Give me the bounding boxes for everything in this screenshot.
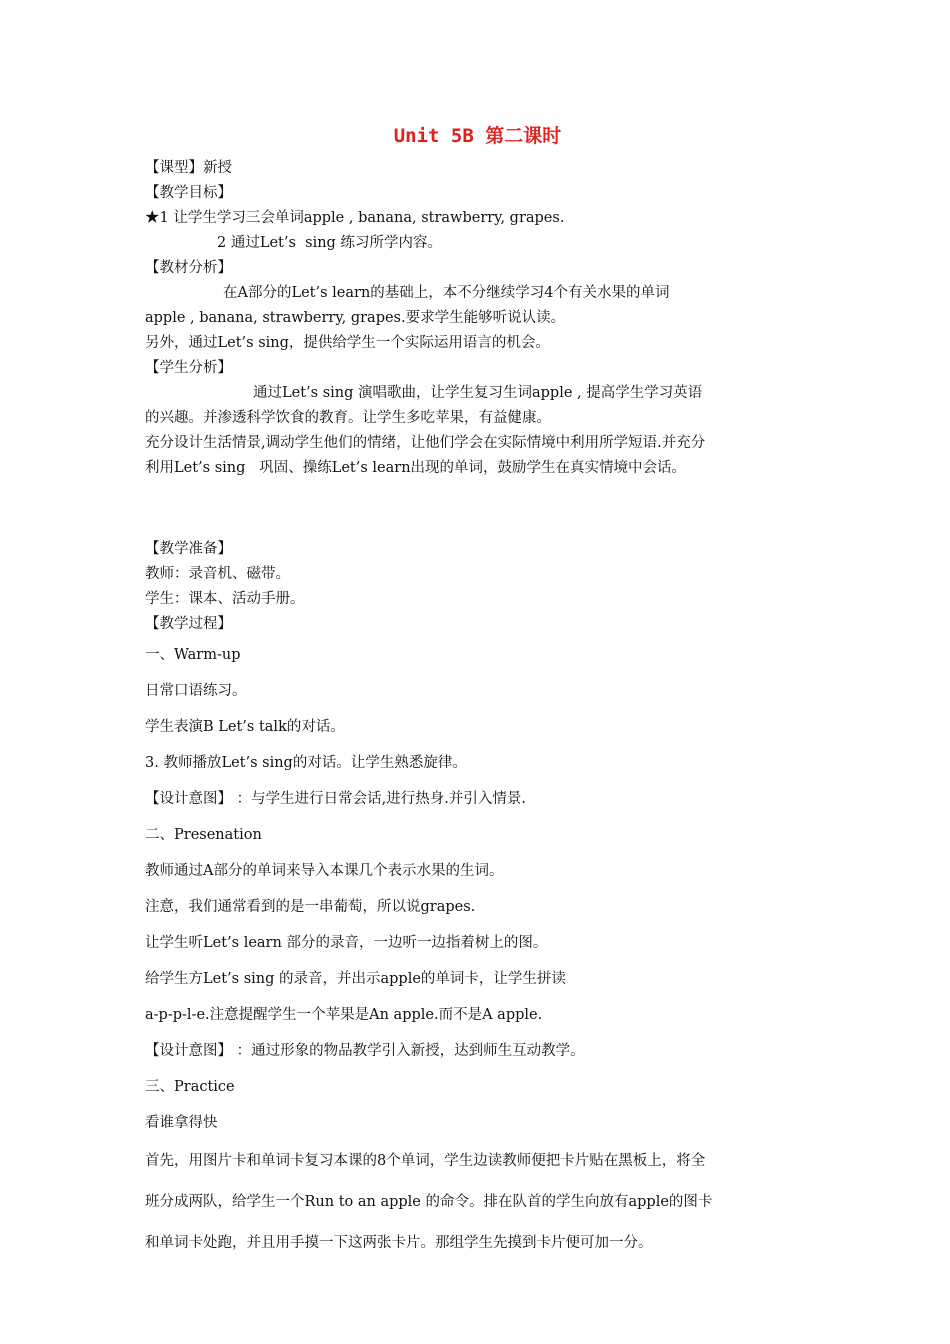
section-heading: 【教学过程】 [145,616,232,632]
section-heading: 【教材分析】 [145,260,232,276]
body-line: 通过Let’s sing 演唱歌曲，让学生复习生词apple , 提高学生学习英语 [253,385,703,401]
body-line: 的兴趣。并渗透科学饮食的教育。让学生多吃苹果，有益健康。 [145,410,551,426]
body-line: 三、Practice [145,1079,235,1095]
document-page [145,122,810,1264]
body-line: 利用Let’s sing 巩固、操练Let’s learn出现的单词，鼓励学生在真实情境中会话。 [145,460,687,476]
blank-line [145,497,810,521]
body-line: 一、Warm-up [145,647,241,663]
body-line: 给学生方Let’s sing 的录音，并出示apple的单词卡，让学生拼读 [145,971,566,987]
body-line: 学生：课本、活动手册。 [145,591,305,607]
document-body [145,156,810,1264]
body-line: 在A部分的Let’s learn的基础上，本不分继续学习4个有关水果的单词 [223,285,670,301]
section-heading: 【学生分析】 [145,360,232,376]
body-line: 学生表演B Let’s talk的对话。 [145,719,345,735]
body-line: ★1 让学生学习三会单词apple , banana, strawberry, grapes. [145,210,565,226]
body-line: 3. 教师播放Let’s sing的对话。让学生熟悉旋律。 [145,755,467,771]
body-line: 充分设计生活情景,调动学生他们的情绪，让他们学会在实际情境中利用所学短语.并充分 [145,435,706,451]
body-line: 让学生听Let’s learn 部分的录音，一边听一边指着树上的图。 [145,935,548,951]
section-heading: 【教学准备】 [145,541,232,557]
body-line: 日常口语练习。 [145,683,247,699]
body-line: 教师：录音机、磁带。 [145,566,290,582]
body-line: apple , banana, strawberry, grapes.要求学生能够听说认读。 [145,310,566,326]
body-line: 2 通过Let’s sing 练习所学内容。 [217,235,442,251]
body-line: a-p-p-l-e.注意提醒学生一个苹果是An apple.而不是A apple. [145,1007,543,1023]
body-line: 教师通过A部分的单词来导入本课几个表示水果的生词。 [145,863,504,879]
section-heading: 【教学目标】 [145,185,232,201]
body-line: 首先，用图片卡和单词卡复习本课的8个单词，学生边读教师便把卡片贴在黑板上，将全 [145,1153,706,1169]
body-line: 注意，我们通常看到的是一串葡萄，所以说grapes. [145,899,476,915]
document-title: Unit 5B 第二课时 [393,125,562,147]
body-line: 【设计意图】 ：通过形象的物品教学引入新授，达到师生互动教学。 [145,1043,585,1059]
body-line: 班分成两队，给学生一个Run to an apple 的命令。排在队首的学生向放有apple的图卡 [145,1194,713,1210]
section-heading: 【课型】新授 [145,160,232,176]
body-line: 另外，通过Let’s sing，提供给学生一个实际运用语言的机会。 [145,335,550,351]
body-line: 和单词卡处跑，并且用手摸一下这两张卡片。那组学生先摸到卡片便可加一分。 [145,1235,653,1251]
body-line: 二、Presenation [145,827,262,843]
body-line: 看谁拿得快 [145,1115,218,1131]
body-line: 【设计意图】 ：与学生进行日常会话,进行热身.并引入情景. [145,791,526,807]
